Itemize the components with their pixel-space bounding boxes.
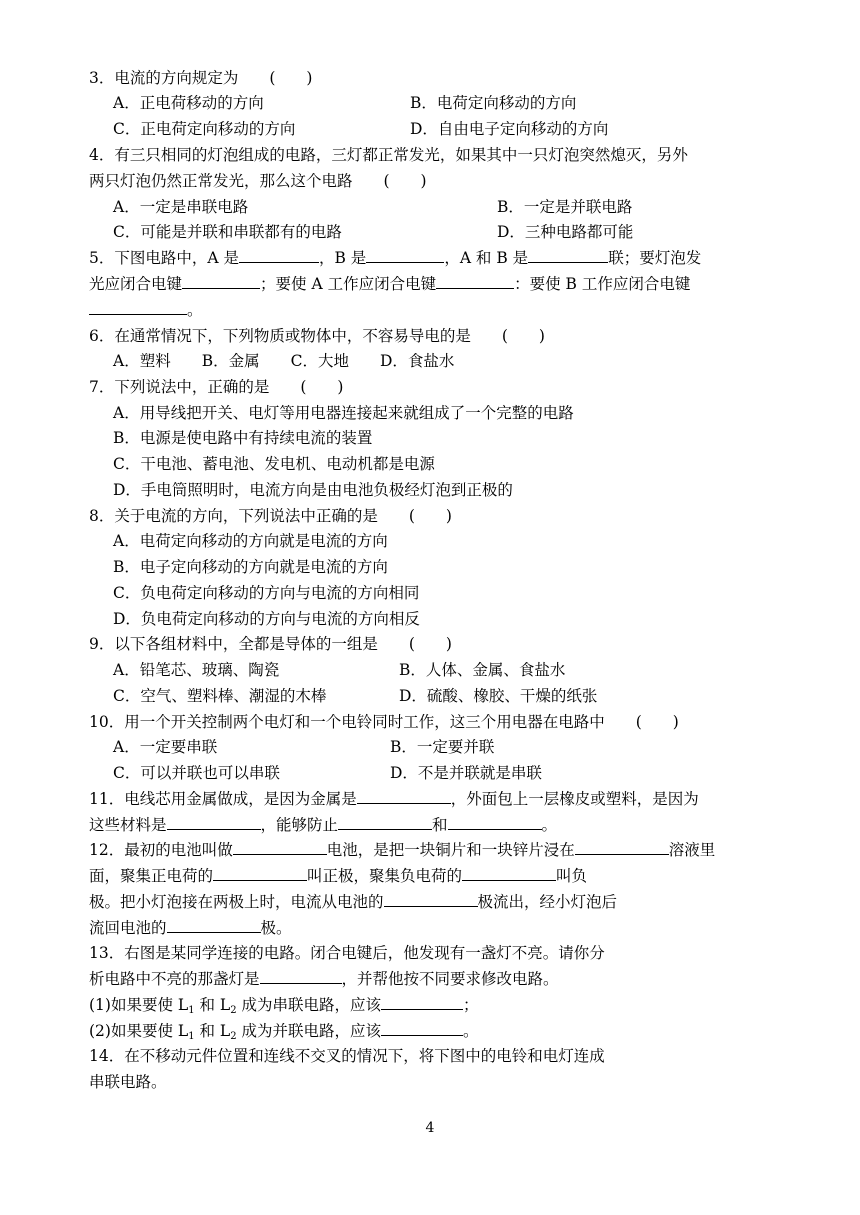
q3-option-d: D．自由电子定向移动的方向: [410, 120, 609, 138]
q12-blank-battery[interactable]: [233, 840, 327, 855]
q8-option-d: D．负电荷定向移动的方向与电流的方向相反: [113, 610, 420, 628]
q4-stem-line1: 4．有三只相同的灯泡组成的电路，三灯都正常发光，如果其中一只灯泡突然熄灭，另外: [89, 146, 688, 164]
q13-blank-lamp[interactable]: [260, 969, 342, 984]
q12-line2: [89, 866, 587, 886]
q7-option-a: A．用导线把开关、电灯等用电器连接起来就组成了一个完整的电路: [113, 404, 574, 422]
q5-blank-a-switch[interactable]: [436, 274, 514, 289]
q9-option-d: D．硫酸、橡胶、干燥的纸张: [399, 687, 598, 705]
q13-sub2: [89, 1021, 479, 1047]
q13-blank-parallel[interactable]: [381, 1021, 463, 1036]
q11-blank-prevent-2[interactable]: [448, 815, 542, 830]
q6-options: A．塑料 B．金属 C．大地 D．食盐水: [113, 352, 455, 370]
q11-text: 11．电线芯用金属做成，是因为金属是: [89, 790, 357, 808]
q5-line1: [89, 248, 701, 268]
q8-stem: 8．关于电流的方向，下列说法中正确的是 ( ): [89, 507, 452, 525]
q3-option-a: A．正电荷移动的方向: [113, 94, 264, 112]
q10-option-d: D．不是并联就是串联: [390, 764, 542, 782]
q12-line3: [89, 892, 617, 912]
q12-text: 流回电池的: [89, 919, 167, 937]
q12-text: 叫正极，聚集负电荷的: [307, 867, 463, 885]
q3-option-c: C．正电荷定向移动的方向: [113, 120, 296, 138]
q11-text: 和: [432, 816, 448, 834]
q13-text: 和 L: [194, 1022, 231, 1040]
page-number: 4: [425, 1120, 435, 1136]
q11-blank-metal[interactable]: [357, 789, 451, 804]
subscript: 2: [230, 1005, 237, 1016]
q11-text: 这些材料是: [89, 816, 167, 834]
q11-text: 。: [541, 816, 558, 834]
q4-option-c: C．可能是并联和串联都有的电路: [113, 223, 342, 241]
subscript: 1: [188, 1031, 195, 1042]
q12-blank-negative[interactable]: [462, 866, 556, 881]
q12-blank-solution[interactable]: [575, 840, 669, 855]
q5-text: ，A 和 B 是: [444, 249, 529, 267]
q12-text: 叫负: [556, 867, 588, 885]
q8-option-a: A．电荷定向移动的方向就是电流的方向: [113, 532, 388, 550]
q12-text: 极流出，经小灯泡后: [477, 893, 618, 911]
q11-blank-material[interactable]: [167, 815, 261, 830]
q4-option-a: A．一定是串联电路: [113, 198, 249, 216]
q12-blank-out-pole[interactable]: [384, 892, 478, 907]
q5-blank-connection[interactable]: [528, 248, 608, 263]
q13-text: ，并帮他按不同要求修改电路。: [341, 970, 559, 988]
q12-text: 电池，是把一块铜片和一块锌片浸在: [326, 841, 575, 859]
q12-text: 溶液里: [668, 841, 716, 859]
subscript: 1: [188, 1005, 195, 1016]
q3-stem: 3．电流的方向规定为 ( ): [89, 69, 313, 87]
q7-stem: 7．下列说法中，正确的是 ( ): [89, 378, 344, 396]
q10-option-a: A．一定要串联: [113, 738, 218, 756]
q13-text: 成为并联电路，应该: [236, 1022, 382, 1040]
q5-text: 。: [187, 301, 203, 319]
q13-text: 析电路中不亮的那盏灯是: [89, 970, 260, 988]
q13-text: (1)如果要使 L: [89, 996, 189, 1014]
q13-text: 成为串联电路，应该: [236, 996, 382, 1014]
q11-line1: [89, 789, 699, 809]
q5-text: 5．下图电路中，A 是: [89, 249, 239, 267]
q8-option-c: C．负电荷定向移动的方向与电流的方向相同: [113, 584, 420, 602]
q13-text: (2)如果要使 L: [89, 1022, 189, 1040]
q12-text: 面，聚集正电荷的: [89, 867, 214, 885]
q7-option-b: B．电源是使电路中有持续电流的装置: [113, 429, 373, 447]
q13-sub1: [89, 995, 479, 1021]
q11-text: ，外面包上一层橡皮或塑料，是因为: [450, 790, 699, 808]
q5-text: ；要使 A 工作应闭合电键: [260, 275, 437, 293]
q5-blank-a[interactable]: [239, 248, 319, 263]
q6-stem: 6．在通常情况下，下列物质或物体中，不容易导电的是 ( ): [89, 327, 545, 345]
q5-blank-b-switch[interactable]: [89, 300, 187, 315]
q13-text: ；: [463, 996, 479, 1014]
q5-text: ，B 是: [318, 249, 367, 267]
q9-stem: 9．以下各组材料中，全都是导体的一组是 ( ): [89, 635, 452, 653]
q11-line2: [89, 815, 557, 835]
subscript: 2: [230, 1031, 237, 1042]
q9-option-c: C．空气、塑料棒、潮湿的木棒: [113, 687, 327, 705]
q4-option-d: D．三种电路都可能: [497, 223, 634, 241]
q13-stem-line1: 13．右图是某同学连接的电路。闭合电键后，他发现有一盏灯不亮。请你分: [89, 944, 605, 962]
q8-option-b: B．电子定向移动的方向就是电流的方向: [113, 558, 388, 576]
q14-stem-line1: 14．在不移动元件位置和连线不交叉的情况下，将下图中的电铃和电灯连成: [89, 1047, 605, 1065]
q12-blank-in-pole[interactable]: [167, 918, 261, 933]
q5-line3: [89, 300, 203, 320]
q11-text: ，能够防止: [260, 816, 339, 834]
q5-blank-b[interactable]: [366, 248, 444, 263]
q10-option-b: B．一定要并联: [390, 738, 495, 756]
q7-option-d: D．手电筒照明时，电流方向是由电池负极经灯泡到正极的: [113, 481, 513, 499]
q11-blank-prevent-1[interactable]: [338, 815, 432, 830]
q12-line1: [89, 840, 715, 860]
q12-text: 极。把小灯泡接在两极上时，电流从电池的: [89, 893, 384, 911]
q5-text: 光应闭合电键: [89, 275, 183, 293]
q10-stem: 10．用一个开关控制两个电灯和一个电铃同时工作，这三个用电器在电路中 ( ): [89, 713, 679, 731]
q4-option-b: B．一定是并联电路: [497, 198, 633, 216]
q5-blank-lamp-switch[interactable]: [182, 274, 260, 289]
q5-text: ：要使 B 工作应闭合电键: [514, 275, 691, 293]
q5-line2: [89, 274, 690, 294]
q13-text: 和 L: [194, 996, 231, 1014]
q13-stem-line2: [89, 969, 559, 989]
q3-option-b: B．电荷定向移动的方向: [410, 94, 577, 112]
q13-blank-series[interactable]: [381, 995, 463, 1010]
q4-stem-line2: 两只灯泡仍然正常发光，那么这个电路 ( ): [89, 172, 427, 190]
q9-option-a: A．铅笔芯、玻璃、陶瓷: [113, 661, 280, 679]
q12-text: 12．最初的电池叫做: [89, 841, 233, 859]
q10-option-c: C．可以并联也可以串联: [113, 764, 280, 782]
q12-text: 极。: [260, 919, 292, 937]
q9-option-b: B．人体、金属、食盐水: [399, 661, 566, 679]
q12-line4: [89, 918, 292, 938]
q7-option-c: C．干电池、蓄电池、发电机、电动机都是电源: [113, 455, 435, 473]
q12-blank-positive[interactable]: [213, 866, 307, 881]
q5-text: 联；要灯泡发: [608, 249, 702, 267]
q14-stem-line2: 串联电路。: [89, 1073, 167, 1091]
q13-text: 。: [463, 1022, 479, 1040]
